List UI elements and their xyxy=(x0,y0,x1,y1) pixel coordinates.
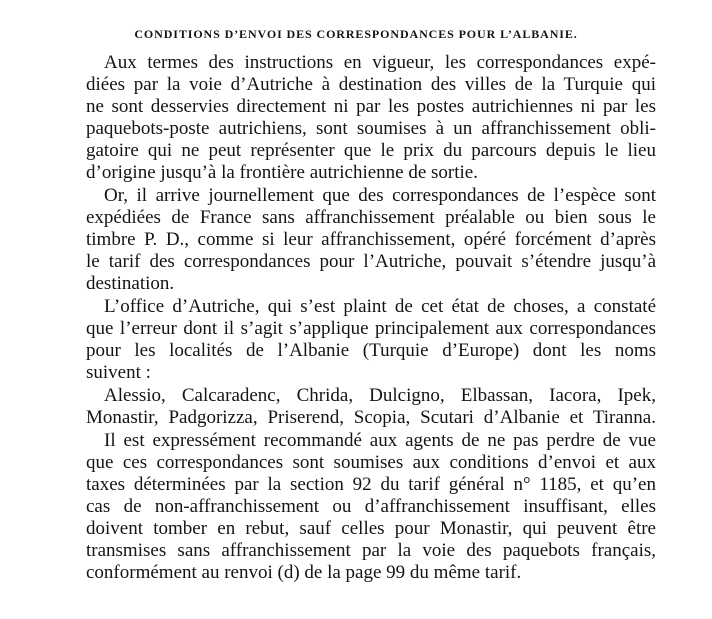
text-line: gatoire qui ne peut représenter que le prix du parcours depuis le lieu xyxy=(86,140,656,161)
text-line: Or, il arrive journellement que des correspondances de l’espèce sont xyxy=(104,185,656,206)
text-line: que ces correspondances sont soumises aux conditions d’envoi et aux xyxy=(86,452,656,473)
text-line: destination. xyxy=(86,273,175,294)
text-line: taxes déterminées par la section 92 du tarif général n° 1185, et qu’en xyxy=(86,474,656,495)
place-names-line: Alessio, Calcaradenc, Chrida, Dulcigno, Elbassan, Iacora, Ipek, xyxy=(104,385,656,406)
text-line: timbre P. D., comme si leur affranchissement, opéré forcément d’après xyxy=(86,229,656,250)
text-line: le tarif des correspondances pour l’Autriche, pouvait s’étendre jusqu’à xyxy=(86,251,656,272)
text-line: pour les localités de l’Albanie (Turquie d’Europe) dont les noms xyxy=(86,340,656,361)
text-line: cas de non-affranchissement ou d’affranchissement insuffisant, elles xyxy=(86,496,656,517)
text-line: diées par la voie d’Autriche à destination des villes de la Turquie qui xyxy=(86,74,656,95)
text-line: ne sont desservies directement ni par les postes autrichiennes ni par les xyxy=(86,96,656,117)
text-line: expédiées de France sans affranchissement préalable ou bien sous le xyxy=(86,207,656,228)
text-line: transmises sans affranchissement par la voie des paquebots français, xyxy=(86,540,656,561)
text-line: suivent : xyxy=(86,362,151,383)
text-line: Aux termes des instructions en vigueur, les correspondances expé- xyxy=(104,52,656,73)
text-line: Il est expressément recommandé aux agents de ne pas perdre de vue xyxy=(104,430,656,451)
text-line: L’office d’Autriche, qui s’est plaint de cet état de choses, a constaté xyxy=(104,296,656,317)
text-line: que l’erreur dont il s’agit s’applique principalement aux correspondances xyxy=(86,318,656,339)
place-names-line: Monastir, Padgorizza, Priserend, Scopia, Scutari d’Albanie et Tiranna. xyxy=(86,407,656,428)
text-line: doivent tomber en rebut, sauf celles pour Monastir, qui peuvent être xyxy=(86,518,656,539)
page-heading: CONDITIONS D’ENVOI DES CORRESPONDANCES POUR L’ALBANIE. xyxy=(134,27,578,41)
text-line: d’origine jusqu’à la frontière autrichienne de sortie. xyxy=(86,162,478,183)
text-line: conformément au renvoi (d) de la page 99 du même tarif. xyxy=(86,562,522,583)
text-line: paquebots-poste autrichiens, sont soumises à un affranchissement obli- xyxy=(86,118,656,139)
